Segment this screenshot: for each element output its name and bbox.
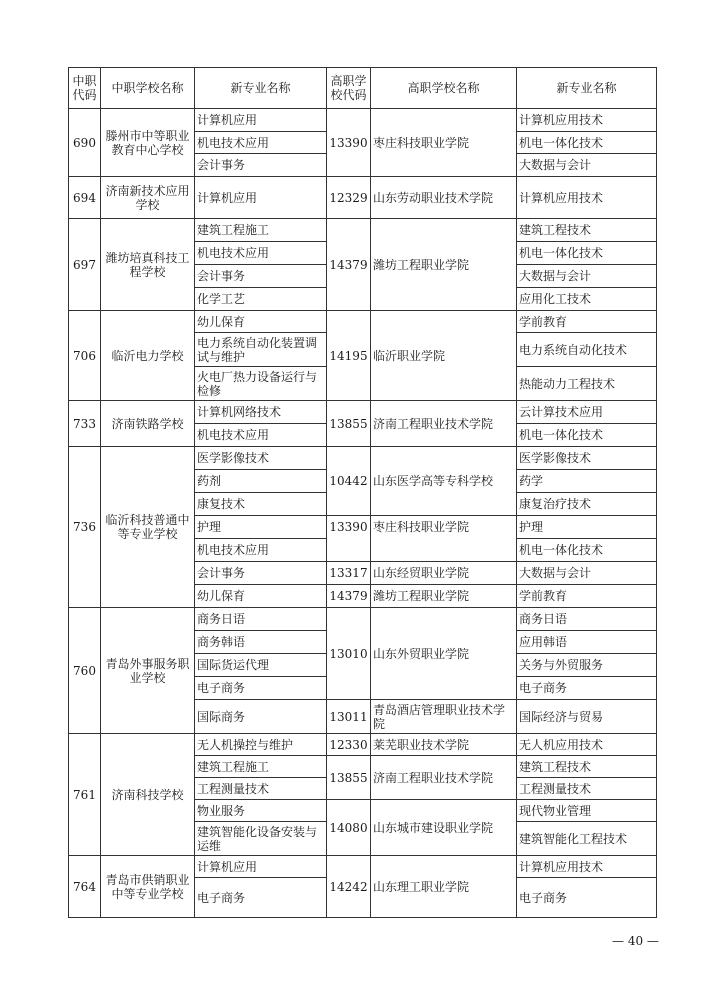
zz-major-cell: 会计事务 [195, 265, 327, 288]
gz-major-cell: 电子商务 [517, 878, 657, 918]
gz-major-cell: 机电一体化技术 [517, 424, 657, 447]
header-zz-code: 中职代码 [69, 68, 101, 109]
zz-major-cell: 计算机应用 [195, 856, 327, 878]
table-row [69, 856, 657, 878]
zz-major-cell: 工程测量技术 [195, 778, 327, 800]
gz-major-cell: 大数据与会计 [517, 265, 657, 288]
gz-major-cell: 学前教育 [517, 585, 657, 608]
gz-code-cell: 13011 [327, 700, 371, 734]
gz-major-cell: 药学 [517, 470, 657, 493]
page-number: — 40 — [612, 934, 659, 948]
zz-major-cell: 计算机应用 [195, 177, 327, 219]
zz-code-cell: 736 [69, 447, 101, 608]
gz-code-cell: 14080 [327, 800, 371, 856]
gz-major-cell: 建筑工程技术 [517, 219, 657, 242]
zz-major-cell: 机电技术应用 [195, 132, 327, 154]
zz-code-cell: 690 [69, 109, 101, 177]
zz-major-cell: 药剂 [195, 470, 327, 493]
zz-major-cell: 康复技术 [195, 493, 327, 516]
gz-major-cell: 大数据与会计 [517, 154, 657, 177]
zz-school-cell: 临沂科技普通中等专业学校 [101, 447, 195, 608]
zz-major-cell: 电力系统自动化装置调试与维护 [195, 333, 327, 367]
zz-major-cell: 护理 [195, 516, 327, 539]
gz-school-cell: 济南工程职业技术学院 [371, 756, 517, 800]
gz-major-cell: 电力系统自动化技术 [517, 333, 657, 367]
zz-major-cell: 建筑智能化设备安装与运维 [195, 822, 327, 856]
gz-major-cell: 应用韩语 [517, 631, 657, 654]
zz-code-cell: 706 [69, 311, 101, 401]
gz-code-cell: 13317 [327, 562, 371, 585]
gz-code-cell: 14379 [327, 585, 371, 608]
zz-code-cell: 694 [69, 177, 101, 219]
gz-major-cell: 大数据与会计 [517, 562, 657, 585]
zz-school-cell: 青岛外事服务职业学校 [101, 608, 195, 734]
header-row [69, 68, 657, 109]
zz-school-cell: 潍坊培真科技工程学校 [101, 219, 195, 311]
gz-major-cell: 学前教育 [517, 311, 657, 333]
table-row [69, 447, 657, 470]
zz-major-cell: 会计事务 [195, 154, 327, 177]
gz-major-cell: 计算机应用技术 [517, 856, 657, 878]
gz-major-cell: 现代物业管理 [517, 800, 657, 822]
table-row [69, 734, 657, 756]
zz-major-cell: 火电厂热力设备运行与检修 [195, 367, 327, 401]
zz-code-cell: 760 [69, 608, 101, 734]
gz-school-cell: 青岛酒店管理职业技术学院 [371, 700, 517, 734]
gz-major-cell: 建筑智能化工程技术 [517, 822, 657, 856]
header-gz-major: 新专业名称 [517, 68, 657, 109]
zz-major-cell: 国际商务 [195, 700, 327, 734]
gz-major-cell: 机电一体化技术 [517, 242, 657, 265]
gz-school-cell: 济南工程职业技术学院 [371, 401, 517, 447]
gz-code-cell: 13390 [327, 516, 371, 562]
gz-code-cell: 14195 [327, 311, 371, 401]
header-zz-major: 新专业名称 [195, 68, 327, 109]
gz-code-cell: 12330 [327, 734, 371, 756]
table-row [69, 608, 657, 631]
zz-school-cell: 济南铁路学校 [101, 401, 195, 447]
gz-school-cell: 莱芜职业技术学院 [371, 734, 517, 756]
table-row [69, 177, 657, 219]
zz-major-cell: 国际货运代理 [195, 654, 327, 677]
gz-school-cell: 枣庄科技职业学院 [371, 516, 517, 562]
zz-major-cell: 商务日语 [195, 608, 327, 631]
gz-major-cell: 商务日语 [517, 608, 657, 631]
gz-major-cell: 计算机应用技术 [517, 177, 657, 219]
gz-major-cell: 计算机应用技术 [517, 109, 657, 132]
zz-major-cell: 建筑工程施工 [195, 756, 327, 778]
gz-code-cell: 13390 [327, 109, 371, 177]
gz-code-cell: 14242 [327, 856, 371, 918]
zz-school-cell: 济南科技学校 [101, 734, 195, 856]
zz-major-cell: 机电技术应用 [195, 242, 327, 265]
gz-school-cell: 潍坊工程职业学院 [371, 585, 517, 608]
zz-major-cell: 幼儿保育 [195, 585, 327, 608]
majors-table [68, 67, 657, 918]
gz-major-cell: 建筑工程技术 [517, 756, 657, 778]
gz-major-cell: 国际经济与贸易 [517, 700, 657, 734]
gz-code-cell: 13010 [327, 608, 371, 700]
zz-school-cell: 青岛市供销职业中等专业学校 [101, 856, 195, 918]
zz-code-cell: 733 [69, 401, 101, 447]
gz-school-cell: 山东经贸职业学院 [371, 562, 517, 585]
zz-code-cell: 764 [69, 856, 101, 918]
header-zz-school: 中职学校名称 [101, 68, 195, 109]
zz-major-cell: 医学影像技术 [195, 447, 327, 470]
gz-major-cell: 云计算技术应用 [517, 401, 657, 424]
gz-code-cell: 14379 [327, 219, 371, 311]
zz-major-cell: 幼儿保育 [195, 311, 327, 333]
gz-school-cell: 山东医学高等专科学校 [371, 447, 517, 516]
zz-major-cell: 电子商务 [195, 878, 327, 918]
gz-school-cell: 山东城市建设职业学院 [371, 800, 517, 856]
gz-major-cell: 应用化工技术 [517, 288, 657, 311]
gz-school-cell: 潍坊工程职业学院 [371, 219, 517, 311]
zz-major-cell: 商务韩语 [195, 631, 327, 654]
zz-major-cell: 计算机应用 [195, 109, 327, 132]
gz-major-cell: 机电一体化技术 [517, 539, 657, 562]
table-row [69, 401, 657, 424]
zz-major-cell: 计算机网络技术 [195, 401, 327, 424]
gz-code-cell: 13855 [327, 756, 371, 800]
gz-code-cell: 10442 [327, 447, 371, 516]
gz-major-cell: 无人机应用技术 [517, 734, 657, 756]
zz-code-cell: 761 [69, 734, 101, 856]
table-row [69, 219, 657, 242]
gz-code-cell: 13855 [327, 401, 371, 447]
zz-major-cell: 会计事务 [195, 562, 327, 585]
table-row [69, 311, 657, 333]
gz-major-cell: 护理 [517, 516, 657, 539]
zz-major-cell: 无人机操控与维护 [195, 734, 327, 756]
header-gz-code: 高职学校代码 [327, 68, 371, 109]
gz-major-cell: 康复治疗技术 [517, 493, 657, 516]
zz-major-cell: 机电技术应用 [195, 424, 327, 447]
gz-school-cell: 山东外贸职业学院 [371, 608, 517, 700]
zz-major-cell: 建筑工程施工 [195, 219, 327, 242]
zz-major-cell: 化学工艺 [195, 288, 327, 311]
gz-major-cell: 机电一体化技术 [517, 132, 657, 154]
zz-major-cell: 电子商务 [195, 677, 327, 700]
zz-school-cell: 滕州市中等职业教育中心学校 [101, 109, 195, 177]
gz-school-cell: 山东劳动职业技术学院 [371, 177, 517, 219]
gz-school-cell: 枣庄科技职业学院 [371, 109, 517, 177]
table-row [69, 109, 657, 132]
gz-code-cell: 12329 [327, 177, 371, 219]
zz-code-cell: 697 [69, 219, 101, 311]
zz-major-cell: 物业服务 [195, 800, 327, 822]
zz-school-cell: 临沂电力学校 [101, 311, 195, 401]
zz-major-cell: 机电技术应用 [195, 539, 327, 562]
gz-school-cell: 山东理工职业学院 [371, 856, 517, 918]
gz-major-cell: 热能动力工程技术 [517, 367, 657, 401]
gz-school-cell: 临沂职业学院 [371, 311, 517, 401]
zz-school-cell: 济南新技术应用学校 [101, 177, 195, 219]
gz-major-cell: 医学影像技术 [517, 447, 657, 470]
gz-major-cell: 电子商务 [517, 677, 657, 700]
header-gz-school: 高职学校名称 [371, 68, 517, 109]
gz-major-cell: 关务与外贸服务 [517, 654, 657, 677]
gz-major-cell: 工程测量技术 [517, 778, 657, 800]
